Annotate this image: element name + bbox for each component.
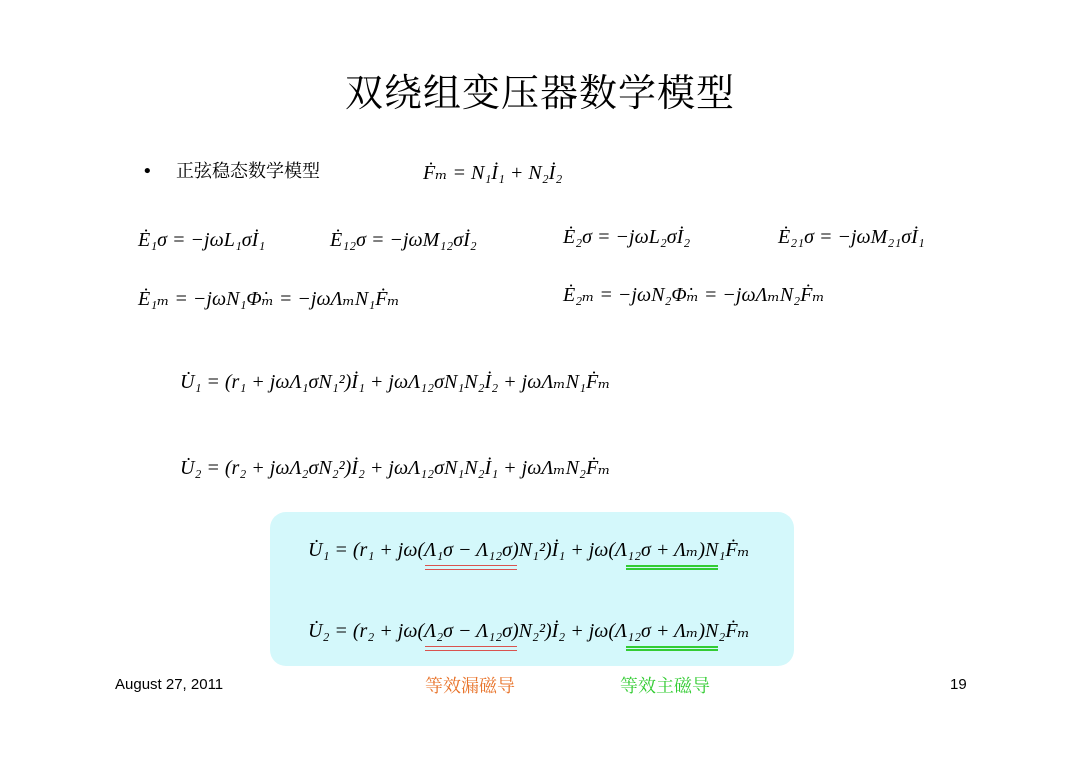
equation-u1-combined: U̇₁ = (r₁ + jω(Λ₁σ − Λ₁₂σ)N₁²)İ₁ + jω(Λ₁₂σ + Λₘ)N₁Ḟₘ (308, 539, 750, 561)
equation-e21-sigma: Ė₂₁σ = −jωM₂₁σİ₁ (778, 226, 925, 248)
equation-fm: Ḟₘ = N₁İ₁ + N₂İ₂ (423, 162, 563, 184)
leakage-underline-2 (425, 646, 517, 651)
leakage-permeance-label: 等效漏磁导 (425, 676, 515, 697)
equation-u2: U̇₂ = (r₂ + jωΛ₂σN₂²)İ₂ + jωΛ₁₂σN₁N₂İ₁ + jωΛₘN₂Ḟₘ (180, 457, 611, 479)
bullet-text: 正弦稳态数学模型 (176, 161, 320, 182)
equation-e1m: Ė₁ₘ = −jωN₁Φ̇ₘ = −jωΛₘN₁Ḟₘ (138, 288, 400, 310)
equation-u1: U̇₁ = (r₁ + jωΛ₁σN₁²)İ₁ + jωΛ₁₂σN₁N₂İ₂ + jωΛₘN₁Ḟₘ (180, 371, 611, 393)
leakage-underline-1 (425, 565, 517, 570)
footer-date: August 27, 2011 (115, 676, 224, 693)
page-number: 19 (950, 676, 967, 693)
bullet-symbol: • (142, 161, 153, 182)
equation-e12-sigma: Ė₁₂σ = −jωM₁₂σİ₂ (330, 229, 477, 251)
equation-e2m: Ė₂ₘ = −jωN₂Φ̇ₘ = −jωΛₘN₂Ḟₘ (563, 284, 825, 306)
main-underline-1 (626, 565, 718, 570)
main-underline-2 (626, 646, 718, 651)
equation-e1-sigma: Ė₁σ = −jωL₁σİ₁ (138, 229, 266, 251)
equation-u2-combined: U̇₂ = (r₂ + jω(Λ₂σ − Λ₁₂σ)N₂²)İ₂ + jω(Λ₁₂σ + Λₘ)N₂Ḟₘ (308, 620, 750, 642)
slide-title: 双绕组变压器数学模型 (344, 71, 735, 115)
equation-e2-sigma: Ė₂σ = −jωL₂σİ₂ (563, 226, 691, 248)
main-permeance-label: 等效主磁导 (620, 676, 710, 697)
bullet-item (142, 157, 320, 183)
